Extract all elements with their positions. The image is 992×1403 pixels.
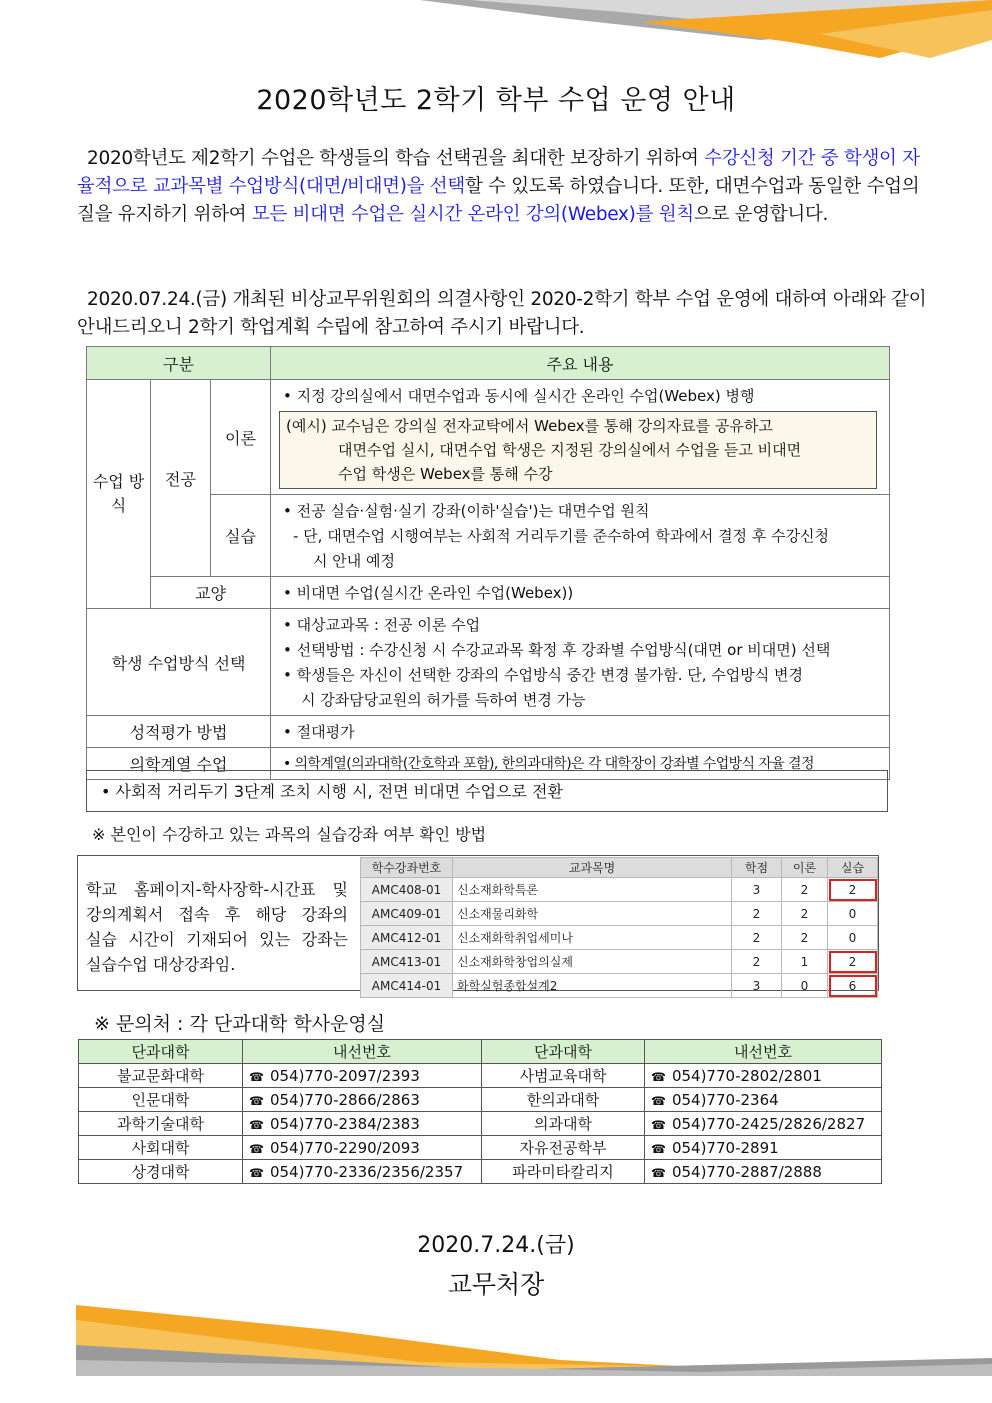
phone-icon: ☎ (249, 1093, 264, 1108)
check-line-4: 실습수업 대상강좌임. (86, 955, 236, 974)
course-theory: 2 (782, 878, 828, 902)
contact-college: 불교문화대학 (79, 1064, 243, 1088)
course-name: 신소재화학특론 (453, 878, 732, 902)
phone-number: 054)770-2290/2093 (269, 1138, 420, 1157)
course-theory: 0 (782, 974, 828, 998)
bottom-banner-decoration (0, 1300, 992, 1403)
student-choice-label: 학생 수업방식 선택 (87, 609, 271, 716)
choice-line-1: • 대상교과목 : 전공 이론 수업 (283, 616, 481, 634)
phone-number: 054)770-2802/2801 (671, 1066, 822, 1085)
phone-number: 054)770-2384/2383 (269, 1114, 420, 1133)
operation-table (86, 346, 890, 780)
intro-highlight-2: 모든 비대면 수업은 실시간 온라인 강의(Webex)를 원칙 (251, 204, 694, 225)
grading-content: • 절대평가 (271, 716, 890, 748)
course-credit: 2 (732, 902, 782, 926)
phone-icon: ☎ (651, 1069, 666, 1084)
choice-line-3: • 학생들은 자신이 선택한 강좌의 수업방식 중간 변경 불가함. 단, 수업방식 변경 (283, 666, 804, 684)
course-table (360, 857, 878, 998)
issue-date: 2020.7.24.(금) (417, 1233, 575, 1258)
check-line-1: 학교 홈페이지-학사장학-시간표 및 (86, 880, 348, 899)
course-row (361, 950, 878, 974)
phone-icon: ☎ (651, 1165, 666, 1180)
course-practice: 0 (828, 902, 878, 926)
check-line-2: 강의계획서 접속 후 해당 강좌의 (86, 905, 348, 924)
intro-text-a: 2020학년도 제2학기 수업은 학생들의 학습 선택권을 최대한 보장하기 위하여 (87, 148, 705, 169)
intro-highlight-1: 수강신청 기간 중 학생이 자율적으로 교과목별 수업방식(대면/비대면)을 선택 (77, 148, 920, 197)
practice-line-1: • 전공 실습·실험·실기 강좌(이하'실습')는 대면수업 원칙 (283, 502, 650, 520)
course-name: 신소재물리화학 (453, 902, 732, 926)
phone-number: 054)770-2887/2888 (671, 1162, 822, 1181)
issuer: 교무처장 (447, 1270, 545, 1299)
header-category: 구분 (87, 347, 271, 380)
intro-paragraph (77, 145, 927, 229)
course-header-practice: 실습 (828, 858, 878, 878)
major-label: 전공 (151, 380, 211, 577)
contact-phone (645, 1112, 882, 1136)
contact-college: 의과대학 (482, 1112, 645, 1136)
liberal-label: 교양 (151, 577, 271, 609)
phone-number: 054)770-2866/2863 (269, 1090, 420, 1109)
course-practice: 6 (828, 974, 878, 998)
contact-row (79, 1136, 882, 1160)
contact-phone (645, 1160, 882, 1184)
phone-number: 054)770-2425/2826/2827 (671, 1114, 866, 1133)
intro-text-b: 할 수 있도록 하였습니다. 또한, 대면수업과 동일한 수업의 질을 유지하기 위하여 (77, 176, 920, 225)
course-credit: 2 (732, 926, 782, 950)
course-row (361, 878, 878, 902)
phone-icon: ☎ (249, 1117, 264, 1132)
phone-icon: ☎ (249, 1069, 264, 1084)
liberal-content: • 비대면 수업(실시간 온라인 수업(Webex)) (271, 577, 890, 609)
practice-check-title: ※ 본인이 수강하고 있는 과목의 실습강좌 여부 확인 방법 (92, 825, 487, 844)
top-banner-decoration (0, 0, 992, 60)
contact-college: 자유전공학부 (482, 1136, 645, 1160)
theory-content (271, 380, 890, 495)
course-code: AMC412-01 (361, 926, 453, 950)
course-practice: 2 (828, 950, 878, 974)
phone-icon: ☎ (249, 1165, 264, 1180)
course-code: AMC408-01 (361, 878, 453, 902)
contact-college: 인문대학 (79, 1088, 243, 1112)
contact-row (79, 1160, 882, 1184)
contact-header-phone-1: 내선번호 (243, 1040, 482, 1064)
theory-line: • 지정 강의실에서 대면수업과 동시에 실시간 온라인 수업(Webex) 병행 (283, 387, 755, 405)
phone-number: 054)770-2097/2393 (269, 1066, 420, 1085)
course-header-theory: 이론 (782, 858, 828, 878)
medical-content: • 의학계열(의과대학(간호학과 포함), 한의과대학)은 각 대학장이 강좌별 수업방식 자율 결정 (271, 748, 890, 780)
course-credit: 2 (732, 950, 782, 974)
course-name: 화학실험종합설계2 (453, 974, 732, 998)
course-row (361, 902, 878, 926)
course-practice: 2 (828, 878, 878, 902)
practice-label: 실습 (211, 495, 271, 577)
phone-number: 054)770-2891 (671, 1138, 779, 1157)
contact-phone (645, 1088, 882, 1112)
contact-header-college-1: 단과대학 (79, 1040, 243, 1064)
course-theory: 1 (782, 950, 828, 974)
practice-content (271, 495, 890, 577)
example-line-3: 수업 학생은 Webex를 통해 수강 (338, 465, 553, 483)
contact-phone (243, 1160, 482, 1184)
intro-text-c: 으로 운영합니다. (693, 204, 829, 225)
course-row (361, 974, 878, 998)
page-title: 2020학년도 2학기 학부 수업 운영 안내 (256, 85, 736, 116)
contact-phone (645, 1136, 882, 1160)
theory-label: 이론 (211, 380, 271, 495)
choice-line-2: • 선택방법 : 수강신청 시 수강교과목 확정 후 강좌별 수업방식(대면 or 비대면) 선택 (283, 641, 831, 659)
course-code: AMC414-01 (361, 974, 453, 998)
phone-icon: ☎ (651, 1093, 666, 1108)
contact-phone (243, 1064, 482, 1088)
course-theory: 2 (782, 902, 828, 926)
practice-line-2: - 단, 대면수업 시행여부는 사회적 거리두기를 준수하여 학과에서 결정 후 수강신청 (293, 527, 830, 545)
contact-row (79, 1064, 882, 1088)
practice-check-text (86, 877, 348, 977)
contact-college: 과학기술대학 (79, 1112, 243, 1136)
header-content: 주요 내용 (271, 347, 890, 380)
choice-line-4: 시 강좌담당교원의 허가를 득하여 변경 가능 (301, 691, 586, 709)
contact-college: 한의과대학 (482, 1088, 645, 1112)
contact-phone (645, 1064, 882, 1088)
example-box (279, 411, 877, 489)
contact-row (79, 1112, 882, 1136)
phone-icon: ☎ (651, 1117, 666, 1132)
course-credit: 3 (732, 974, 782, 998)
contact-table (78, 1039, 882, 1184)
check-line-3: 실습 시간이 기재되어 있는 강좌는 (86, 930, 348, 949)
example-line-2: 대면수업 실시, 대면수업 학생은 지정된 강의실에서 수업을 듣고 비대면 (338, 441, 802, 459)
contact-phone (243, 1112, 482, 1136)
medical-label: 의학계열 수업 (87, 748, 271, 780)
contact-row (79, 1088, 882, 1112)
course-row (361, 926, 878, 950)
contact-header-college-2: 단과대학 (482, 1040, 645, 1064)
course-header-credit: 학점 (732, 858, 782, 878)
phone-number: 054)770-2336/2356/2357 (269, 1162, 464, 1181)
contact-college: 파라미타칼리지 (482, 1160, 645, 1184)
course-name: 신소재화학창업의실제 (453, 950, 732, 974)
contact-college: 사회대학 (79, 1136, 243, 1160)
course-theory: 2 (782, 926, 828, 950)
course-code: AMC413-01 (361, 950, 453, 974)
phone-icon: ☎ (249, 1141, 264, 1156)
contact-phone (243, 1088, 482, 1112)
course-practice: 0 (828, 926, 878, 950)
practice-line-3: 시 안내 예정 (313, 552, 395, 570)
course-code: AMC409-01 (361, 902, 453, 926)
example-line-1: (예시) 교수님은 강의실 전자교탁에서 Webex를 통해 강의자료를 공유하고 (286, 417, 773, 435)
contact-title: ※ 문의처 : 각 단과대학 학사운영실 (94, 1013, 386, 1035)
course-credit: 3 (732, 878, 782, 902)
contact-phone (243, 1136, 482, 1160)
meeting-paragraph: 2020.07.24.(금) 개최된 비상교무위원회의 의결사항인 2020-2학기 학부 수업 운영에 대하여 아래와 같이 안내드리오니 2학기 학업계획 수립에 참고하여 주시기 바랍니다. (77, 289, 927, 338)
contact-header-phone-2: 내선번호 (645, 1040, 882, 1064)
grading-label: 성적평가 방법 (87, 716, 271, 748)
course-header-name: 교과목명 (453, 858, 732, 878)
student-choice-content (271, 609, 890, 716)
phone-number: 054)770-2364 (671, 1090, 779, 1109)
distancing-notice: • 사회적 거리두기 3단계 조치 시행 시, 전면 비대면 수업으로 전환 (86, 770, 888, 812)
contact-college: 사범교육대학 (482, 1064, 645, 1088)
phone-icon: ☎ (651, 1141, 666, 1156)
method-label: 수업 방식 (87, 380, 151, 609)
course-name: 신소재화학취업세미나 (453, 926, 732, 950)
contact-college: 상경대학 (79, 1160, 243, 1184)
course-header-code: 학수강좌번호 (361, 858, 453, 878)
